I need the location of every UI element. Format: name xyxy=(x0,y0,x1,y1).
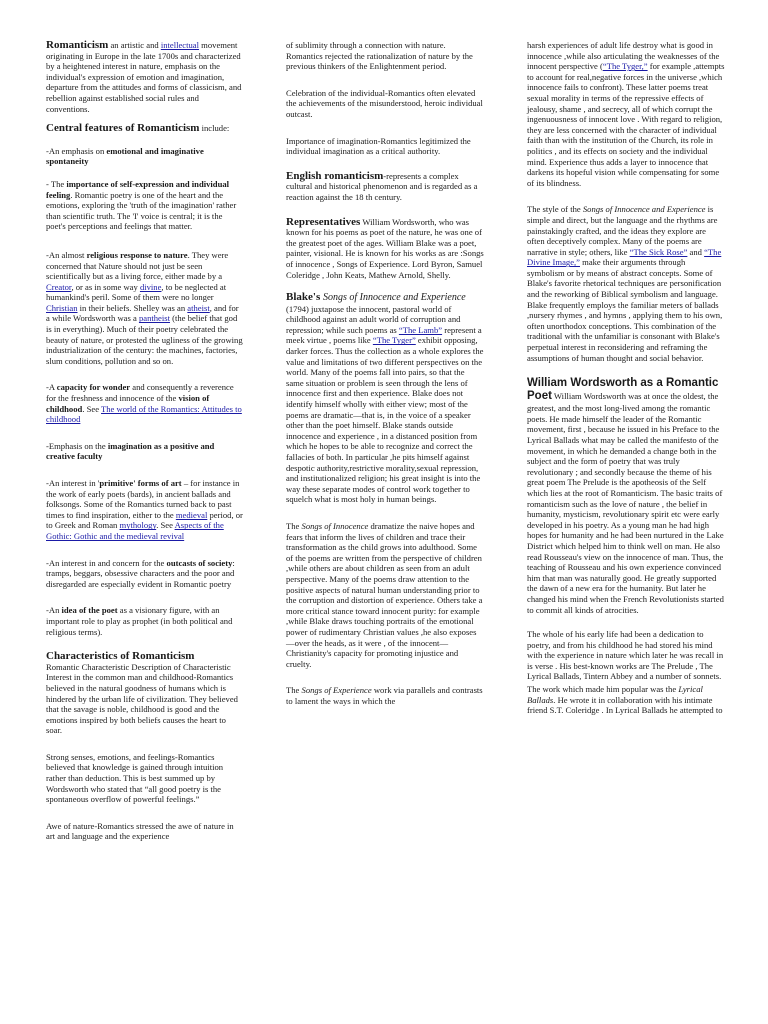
feature-imagination: -Emphasis on the imagination as a positive and creative faculty xyxy=(46,440,215,462)
heading-english-romanticism: English romanticism xyxy=(286,169,384,182)
link-the-divine-image[interactable]: “The Divine Image,” xyxy=(527,246,722,268)
lyrical-ballads-paragraph: The work which made him popular was the Lyrical Ballads. He wrote it in collaboration with his intimate friend S.T. Coleridge . In Lyrical Ballads he attempted to xyxy=(527,684,723,716)
link-pantheist[interactable]: pantheist xyxy=(138,313,170,324)
central-features-paragraph: Central features of Romanticism include: xyxy=(46,122,230,135)
senses-paragraph: Strong senses, emotions, and feelings-Romantics believed that knowledge is gained through intuition rather than deduction. This is best summed up by Wordsworth who stated that “all good poetry is the spontaneous overflow of powerful feelings.” xyxy=(46,751,224,805)
blake-songs-paragraph: Blake's Songs of Innocence and Experience (1794) juxtapose the innocent, pastoral world of childhood against an adult world of corruption and repression; while such poems as “The Lamb” represent a meek virtue , poems like “The Tyger” exhibit opposing, darker forces. Thus the collection as a whole explores the value and limitations of two different perspectives on the world. Many of the poems fall into pairs, so that the same situation or problem is seen through the lens of innocence first and then experience. Blake does not identify himself wholly with either view; most of the poems are dramatic—that is, in the voice of a speaker other than the poet himself. Blake stands outside innocence and experience , in a distanced position from which he hopes to be able to recognize and correct the fallacies of both. In particular ,he pits himself against despotic authority,restrictive morality,sexual repression, and institutionalized religion; his great insight is into the way these separate modes of control work together to squelch what is most holy in human beings. xyxy=(286,291,484,505)
awe-paragraph: Awe of nature-Romantics stressed the awe of nature in art and language and the experience xyxy=(46,820,234,842)
link-christian[interactable]: Christian xyxy=(46,302,78,313)
column-1 xyxy=(46,40,244,851)
link-the-tyger-2[interactable]: “The Tyger,” xyxy=(602,61,648,72)
style-paragraph: The style of the Songs of Innocence and Experience is simple and direct, but the language and the rhythms are painstakingly crafted, and the ideas they explore are often deceptively complex. Many of the poems are narrative in style; others, like “The Sick Rose” and “The Divine Image,” make their arguments through symbolism or by means of abstract concepts. Some of Blake's favorite rhetorical techniques are personification and the reworking of Biblical symbolism and language. Blake frequently employs the familiar meters of ballads ,nursery rhymes , and hymns , applying them to his own, often unorthodox conceptions. This combination of the traditional with the unfamiliar is consonant with Blake's perpetual interest in reconsidering and reframing the assumptions of human thought and social behavior. xyxy=(527,204,723,363)
celebration-paragraph: Celebration of the individual-Romantics often elevated the achievements of the misunderstood, heroic individual outcast. xyxy=(286,87,483,119)
heading-blake-italic: Songs of Innocence and Experience xyxy=(322,292,466,304)
link-mythology[interactable]: mythology xyxy=(119,520,157,531)
intro-paragraph: Romanticism an artistic and intellectual movement originating in Europe in the late 1700s and characterized by a heightened interest in nature, emphasis on the individual's expression of emotion and imagination, departure from the attitudes and forms of classicism, and rebellion against established social rules and conventions. xyxy=(46,39,242,114)
link-the-sick-rose[interactable]: “The Sick Rose” xyxy=(629,246,688,257)
imagination-paragraph: Importance of imagination-Romantics legitimized the individual imagination as a critical authority. xyxy=(286,135,471,157)
link-medieval[interactable]: medieval xyxy=(175,509,208,520)
heading-romanticism: Romanticism xyxy=(46,39,109,51)
heading-central-features: Central features of Romanticism xyxy=(46,122,200,135)
link-world-of-romantics[interactable]: The world of the Romantics: Attitudes to childhood xyxy=(46,403,242,425)
feature-self-expression: - The importance of self-expression and individual feeling. Romantic poetry is one of the heart and the emotions, exploring the 'truth of the imagination' rather than scientific truth. The 'I' voice is central; it is the poet's perceptions and feelings that matter. xyxy=(46,178,237,232)
feature-poet-idea: -An idea of the poet as a visionary figure, with an important role to play as prophet (in both political and religious terms). xyxy=(46,605,233,637)
link-atheist[interactable]: atheist xyxy=(187,302,210,313)
column-3 xyxy=(527,40,725,725)
link-the-tyger[interactable]: “The Tyger” xyxy=(372,335,416,346)
representatives-paragraph: Representatives William Wordsworth, who was known for his poems as poet of the nature, he was one of the greatest poet of the ages. William Blake was a poet, painter, visional. He is known for his works as are :Songs of innocence , Songs of Experience. Lord Byron, Samuel Coleridge , John Keats, Mathew Arnold, Shelly. xyxy=(286,215,484,280)
link-divine[interactable]: divine xyxy=(139,281,162,292)
heading-characteristics: Characteristics of Romanticism xyxy=(46,650,195,663)
songs-experience-paragraph: The Songs of Experience work via parallels and contrasts to lament the ways in which the xyxy=(286,685,483,706)
feature-outcasts: -An interest in and concern for the outcasts of society: tramps, beggars, obsessive characters and the poor and disregarded are especially evident in Romantic poetry xyxy=(46,557,235,589)
link-intellectual[interactable]: intellectual xyxy=(160,40,200,50)
feature-wonder: -A capacity for wonder and consequently a reverence for the freshness and innocence of the vision of childhood. See The world of the Romantics: Attitudes to childhood xyxy=(46,382,242,425)
english-romanticism-paragraph: English romanticism-represents a complex cultural and historical phenomenon and is regarded as a reaction against the 18 th century. xyxy=(286,169,478,202)
sublimity-paragraph: of sublimity through a connection with nature. Romantics rejected the rationalization of nature by the previous thinkers of the Enlightenment period. xyxy=(286,40,473,72)
link-creator[interactable]: Creator xyxy=(46,281,72,292)
wordsworth-paragraph: William Wordsworth as a Romantic Poet William Wordsworth was at once the oldest, the greatest, and the most long-lived among the romantic poets. He made himself the leader of the Romantic movement, first , because he issued in his Preface to the Lyrical Ballads what may be called the manifesto of the movement, in which he demanded a change both in the subject and the form of poetry that was truly revolutionary ; and secondly because the theme of his great poem The Prelude is the apotheosis of the Self which lies at the root of Romanticism. The basic traits of romanticism such as the love of nature , the belief in humanity, mysticism, revolutionary spirit etc were early developed in his poetry. As a young man he had high hopes for humanity and he had been nurtured in the Lake District which helped him to think well on man. He also read Rousseau's view on the innocence of man. Thus, the teaching of Rousseau and his own experience convinced him that man was naturally good. He greatly supported the dawn of a new era for the humanity. But later he changed his mind when the French Revolutionists started to commit all kinds of atrocities. xyxy=(527,377,724,615)
heading-wordsworth: William Wordsworth as a Romantic Poet xyxy=(527,377,719,403)
characteristics-paragraph: Characteristics of Romanticism Romantic Characteristic Description of Characteristic Interest in the common man and childhood-Romantics believed in the natural goodness of humans which is hindered by the urban life of civilization. They believed that the savage is noble, childhood is good and the emotions inspired by both beliefs causes the heart to soar. xyxy=(46,650,238,736)
songs-innocence-paragraph: The Songs of Innocence dramatize the naive hopes and fears that inform the lives of children and trace their transformation as the child grows into adulthood. Some of the poems are written from the perspective of children ,while others are about children as seen from an adult perspective. Many of the poems draw attention to the positive aspects of natural human understanding prior to the corruption and distortion of experience. Others take a more critical stance toward innocent purity: for example ,while Blake draws touching portraits of the emotional power of rudimentary Christian values ,he also exposes—over the heads, as it were , of the innocent—Christianity's capacity for promoting injustice and cruelty. xyxy=(286,520,483,669)
early-life-paragraph: The whole of his early life had been a dedication to poetry, and from his childhood he had stored his mind with the experience in nature which later he was recall in is verse . His best-known works are The Prelude , The Lyrical Ballads, Tintern Abbey and a number of sonnets. xyxy=(527,629,724,682)
heading-representatives: Representatives xyxy=(286,215,361,228)
link-aspects-of-gothic[interactable]: Aspects of the Gothic: Gothic and the medieval revival xyxy=(46,520,224,541)
link-the-lamb[interactable]: “The Lamb” xyxy=(398,324,443,335)
column-2 xyxy=(286,40,484,715)
feature-emotional: -An emphasis on emotional and imaginative spontaneity xyxy=(46,145,204,167)
feature-primitive-art: -An interest in 'primitive' forms of art – for instance in the work of early poets (bards), in ancient ballads and folksongs. Some of the Romantics turned back to past times to find inspiration, either to the medieval period, or to Greek and Roman mythology. See Aspects of the Gothic: Gothic and the medieval revival xyxy=(46,478,243,541)
feature-nature: -An almost religious response to nature. They were concerned that Nature should not just be seen scientifically but as a living force, either made by a Creator, or as in some way divine, to be neglected at humankind's peril. Some of them were no longer Christian in their beliefs. Shelley was an atheist, and for a while Wordsworth was a pantheist (the belief that god is in everything). Much of their poetry celebrated the beauty of nature, or protested the ugliness of the growing industrialization of the century: the machines, factories, slum conditions, pollution and so on. xyxy=(46,249,243,366)
harsh-experiences-paragraph: harsh experiences of adult life destroy what is good in innocence ,while also articulating the weaknesses of the innocent perspective (“The Tyger,” for example ,attempts to account for real,negative forces in the universe ,which innocence fails to confront). These latter poems treat sexual morality in terms of the repressive effects of jealousy, shame , and secrecy, all of which corrupt the ingenuousness of innocent love . With regard to religion, they are less concerned with the character of individual faith than with the institution of the Church, its role in politics , and its effects on society and the individual mind. Experience thus adds a layer to innocence that darkens its hopeful vision while compensating for some of its blindness. xyxy=(527,40,725,188)
heading-blake: Blake's xyxy=(286,291,323,304)
